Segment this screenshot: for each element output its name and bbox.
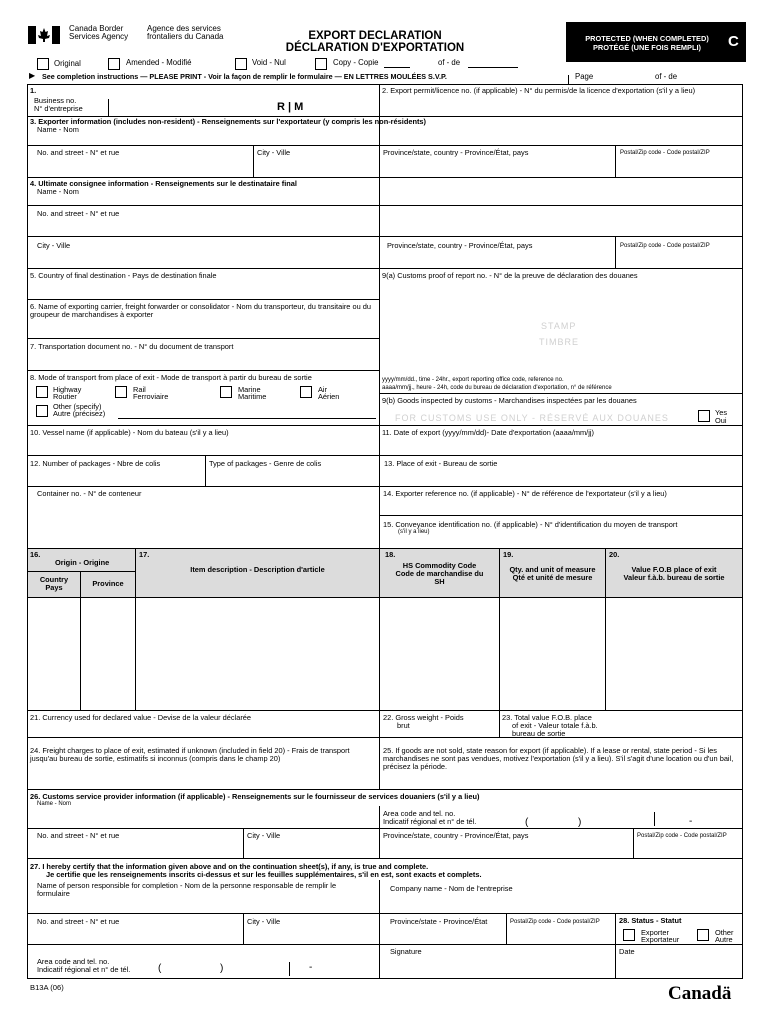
form-border — [27, 84, 743, 979]
qty-header-2: Qté et unité de mesure — [512, 573, 593, 582]
business-no-en: Business no. — [34, 96, 77, 105]
agency-en-1: Canada Border — [69, 24, 124, 33]
consignee-postal-label: Postal/Zip code - Code postal/ZIP — [620, 243, 710, 249]
air-fr: Aérien — [318, 392, 340, 401]
protected-letter: C — [728, 33, 739, 50]
page-of-label: of - de — [655, 72, 678, 81]
stamp-text: STAMP — [541, 321, 577, 331]
company-name-label: Company name - Nom de l'entreprise — [390, 884, 513, 893]
date-input[interactable] — [619, 957, 739, 977]
void-label: Void - Nul — [252, 58, 286, 67]
field-23-label-2: of exit - Valeur totale f.à.b. — [512, 721, 598, 730]
certifier-area-code-1: Area code and tel. no. — [37, 957, 110, 966]
certifier-area-code-2: Indicatif régional et n° de tél. — [37, 965, 131, 974]
col-17-number: 17. — [139, 550, 150, 559]
field-28-label: 28. Status - Statut — [619, 916, 682, 925]
package-type-label: Type of packages - Genre de colis — [209, 459, 322, 468]
marine-en: Marine — [238, 385, 261, 394]
canada-flag-icon — [28, 26, 60, 44]
other-transport-input[interactable] — [118, 418, 376, 419]
exporter-postal-label: Postal/Zip code - Code postal/ZIP — [620, 150, 710, 156]
container-label: Container no. - N° de conteneur — [37, 489, 142, 498]
field-6-label: 6. Name of exporting carrier, freight forwarder or consolidator - Nom du transporteur, du transitaire ou du groupeur de marchandises à exporter — [30, 302, 371, 320]
field-27-label-1: 27. I hereby certify that the information given above and on the continuation sheet(s), if any, is true and complete. — [30, 862, 429, 871]
highway-checkbox[interactable] — [36, 386, 48, 398]
copy-number-line[interactable] — [384, 67, 410, 68]
field-13-label: 13. Place of exit - Bureau de sortie — [384, 459, 498, 468]
provider-area-code-2: Indicatif régional et n° de tél. — [383, 817, 477, 826]
col-18-number: 18. — [385, 550, 396, 559]
protected-en: PROTECTED (WHEN COMPLETED) — [585, 34, 709, 43]
business-no-fr: N° d'entreprise — [34, 104, 83, 113]
field-14-label: 14. Exporter reference no. (if applicable) - N° de référence de l'exportateur (s'il y a lieu) — [383, 489, 667, 498]
consignee-province-label: Province/state, country - Province/État, pays — [387, 241, 533, 250]
status-exporter-checkbox[interactable] — [623, 929, 635, 941]
field-23-label-1: 23. Total value F.O.B. place — [502, 713, 592, 722]
other-transport-en: Other (specify) — [53, 402, 102, 411]
hs-code-input[interactable] — [380, 598, 499, 709]
void-checkbox[interactable] — [235, 58, 247, 70]
provider-city-label: City - Ville — [247, 831, 281, 840]
date-label: Date — [619, 947, 635, 956]
country-input[interactable] — [28, 598, 80, 709]
hs-header-2: Code de marchandise du — [395, 569, 484, 578]
field-27-label-2: Je certifie que les renseignements inscrits ci-dessus et sur les feuilles supplémentaires, s'il en est, sont exacts et complets. — [46, 870, 482, 879]
status-other-fr: Autre — [715, 935, 733, 944]
protected-fr: PROTÉGÉ (UNE FOIS REMPLI) — [593, 43, 701, 52]
hs-header-1: HS Commodity Code — [402, 561, 477, 570]
original-label: Original — [54, 59, 81, 68]
certifier-city-label: City - Ville — [247, 917, 281, 926]
certifier-street-label: No. and street - N° et rue — [37, 917, 120, 926]
provider-phone-paren-close: ) — [578, 817, 582, 828]
value-input[interactable] — [606, 598, 742, 709]
certifier-phone-paren-open: ( — [158, 963, 162, 974]
certifier-postal-label: Postal/Zip code - Code postal/ZIP — [510, 919, 600, 925]
rail-en: Rail — [133, 385, 146, 394]
value-header-2: Valeur f.à.b. bureau de sortie — [623, 573, 725, 582]
field-26-label: 26. Customs service provider information (if applicable) - Renseignements sur le fournisseur de services douaniers (s'il y a lieu) — [30, 792, 480, 801]
provider-phone-paren-open: ( — [525, 817, 529, 828]
field-22-label-1: 22. Gross weight - Poids — [383, 713, 464, 722]
provider-province-label: Province/state, country - Province/État, pays — [383, 831, 529, 840]
status-other-en: Other — [715, 928, 734, 937]
copy-total-line[interactable] — [468, 67, 518, 68]
copy-label: Copy - Copie — [333, 58, 379, 67]
value-header-1: Value F.O.B place of exit — [631, 565, 717, 574]
rail-checkbox[interactable] — [115, 386, 127, 398]
signature-label: Signature — [390, 947, 422, 956]
original-checkbox[interactable] — [37, 58, 49, 70]
quantity-input[interactable] — [500, 598, 605, 709]
status-other-checkbox[interactable] — [697, 929, 709, 941]
country-header-fr: Pays — [45, 583, 63, 592]
qty-header-1: Qty. and unit of measure — [509, 565, 596, 574]
amended-label: Amended - Modifié — [126, 58, 192, 67]
copy-of-label: of - de — [438, 58, 461, 67]
certifier-phone-dash: - — [309, 962, 313, 973]
exporter-name-label: Name - Nom — [37, 125, 79, 134]
field-8-label: 8. Mode of transport from place of exit - Mode de transport à partir du bureau de sortie — [30, 373, 312, 382]
field-5-label: 5. Country of final destination - Pays de destination finale — [30, 271, 217, 280]
col-19-number: 19. — [503, 550, 514, 559]
consignee-name-label: Name - Nom — [37, 187, 79, 196]
air-en: Air — [318, 385, 328, 394]
certifier-province-label: Province/state - Province/État — [390, 917, 488, 926]
field-15-label-2: (s'il y a lieu) — [398, 529, 430, 535]
provider-phone-dash: - — [689, 816, 693, 827]
form-number: B13A (06) — [30, 983, 64, 992]
certifier-phone-input[interactable] — [155, 962, 375, 976]
field-15-label-1: 15. Conveyance identification no. (if applicable) - N° d'identification du moyen de transport — [383, 520, 678, 529]
highway-fr: Routier — [53, 392, 77, 401]
rail-fr: Ferroviaire — [133, 392, 169, 401]
other-transport-checkbox[interactable] — [36, 405, 48, 417]
field-12-label: 12. Number of packages - Nbre de colis — [30, 459, 161, 468]
copy-checkbox[interactable] — [315, 58, 327, 70]
hs-header-3: SH — [434, 577, 445, 586]
agency-fr-1: Agence des services — [147, 24, 221, 33]
marine-fr: Maritime — [238, 392, 267, 401]
item-description-header: Item description - Description d'article — [190, 565, 325, 574]
inspected-yes-checkbox[interactable] — [698, 410, 710, 422]
field-2-label: 2. Export permit/licence no. (if applicable) - N° du permis/de la licence d'exportation (s'il y a lieu) — [382, 86, 696, 95]
export-permit-input[interactable] — [382, 97, 740, 115]
col-20-number: 20. — [609, 550, 620, 559]
rm-label: R | M — [277, 101, 304, 113]
field-22-label-2: brut — [397, 721, 410, 730]
consignee-city-label: City - Ville — [37, 241, 71, 250]
status-exporter-en: Exporter — [641, 928, 669, 937]
province-input[interactable] — [81, 598, 135, 709]
certifier-phone-paren-close: ) — [220, 963, 224, 974]
item-description-input[interactable] — [136, 598, 379, 709]
provider-name-label: Name - Nom — [37, 801, 72, 807]
signature-input[interactable] — [390, 957, 612, 977]
amended-checkbox[interactable] — [108, 58, 120, 70]
field-10-label: 10. Vessel name (if applicable) - Nom du bateau (s'il y a lieu) — [30, 428, 229, 437]
provider-area-code-1: Area code and tel. no. — [383, 809, 456, 818]
col-16-number: 16. — [30, 550, 41, 559]
title-en: EXPORT DECLARATION — [308, 30, 442, 42]
field-21-label: 21. Currency used for declared value - Devise de la valeur déclarée — [30, 713, 252, 722]
field-9b-label: 9(b) Goods inspected by customs - Marchandises inspectées par les douanes — [382, 396, 637, 405]
provider-street-label: No. and street - N° et rue — [37, 831, 120, 840]
business-number-input[interactable] — [109, 99, 377, 115]
country-header-en: Country — [39, 575, 69, 584]
field-9a-note-2: aaaa/mm/jj., heure - 24h, code du bureau de déclaration d'exportation, n° de référence — [382, 385, 612, 391]
field-7-label: 7. Transportation document no. - N° du document de transport — [30, 342, 234, 351]
provider-postal-label: Postal/Zip code - Code postal/ZIP — [637, 833, 727, 839]
timbre-text: TIMBRE — [539, 337, 580, 347]
yes-en: Yes — [715, 408, 728, 417]
exporter-street-label: No. and street - N° et rue — [37, 148, 120, 157]
customs-only-text: FOR CUSTOMS USE ONLY - RÉSERVÉ AUX DOUANES — [395, 413, 669, 423]
province-header: Province — [92, 579, 124, 588]
yes-fr: Oui — [715, 416, 727, 425]
origin-header: Origin - Origine — [55, 558, 110, 567]
highway-en: Highway — [53, 385, 82, 394]
field-24-label: 24. Freight charges to place of exit, estimated if unknown (included in field 20) - Frais de transport jusqu'au bureau de sortie, estimatifs si inconnus (compris dans le champ 20) — [30, 746, 350, 764]
status-exporter-fr: Exportateur — [641, 935, 680, 944]
field-1-number: 1. — [30, 86, 37, 95]
field-11-label: 11. Date of export (yyyy/mm/dd)- Date d'exportation (aaaa/mm/jj) — [382, 428, 594, 437]
exporter-name-input[interactable] — [30, 134, 740, 144]
agency-fr-2: frontaliers du Canada — [147, 32, 224, 41]
consignee-street-label: No. and street - N° et rue — [37, 209, 120, 218]
page-label: Page — [575, 72, 594, 81]
provider-phone-input[interactable] — [520, 816, 740, 828]
field-25-label: 25. If goods are not sold, state reason for export (if applicable). If a lease or rental, state period - Si les marchandises ne sont pas vendues, motivez l'exportation (s'il y a lieu). S'il s'agit d'une location ou d'un bail, précisez la période. — [383, 746, 734, 772]
air-checkbox[interactable] — [300, 386, 312, 398]
arrow-right-icon: ▶ — [29, 71, 36, 80]
agency-en-2: Services Agency — [69, 32, 129, 41]
field-3-label: 3. Exporter information (includes non-resident) - Renseignements sur l'exportateur (y compris les non-résidents) — [30, 117, 426, 126]
title-fr: DÉCLARATION D'EXPORTATION — [285, 42, 465, 54]
exporter-province-label: Province/state, country - Province/État, pays — [383, 148, 529, 157]
field-9a-label: 9(a) Customs proof of report no. - N° de la preuve de déclaration des douanes — [382, 271, 638, 280]
marine-checkbox[interactable] — [220, 386, 232, 398]
responsible-name-label: Name of person responsible for completion - Nom de la personne responsable de remplir le formulaire — [37, 881, 337, 899]
instructions-text: See completion instructions — PLEASE PRINT - Voir la façon de remplir le formulaire — EN LETTRES MOULÉES S.V.P. — [42, 72, 447, 81]
exporter-city-label: City - Ville — [257, 148, 291, 157]
canada-wordmark: Canadä — [668, 983, 732, 1004]
field-9a-note-1: yyyy/mm/dd., time - 24hr., export reporting office code, reference no. — [382, 377, 564, 383]
field-4-label: 4. Ultimate consignee information - Renseignements sur le destinataire final — [30, 179, 297, 188]
other-transport-fr: Autre (précisez) — [53, 409, 106, 418]
field-23-label-3: bureau de sortie — [512, 729, 566, 738]
